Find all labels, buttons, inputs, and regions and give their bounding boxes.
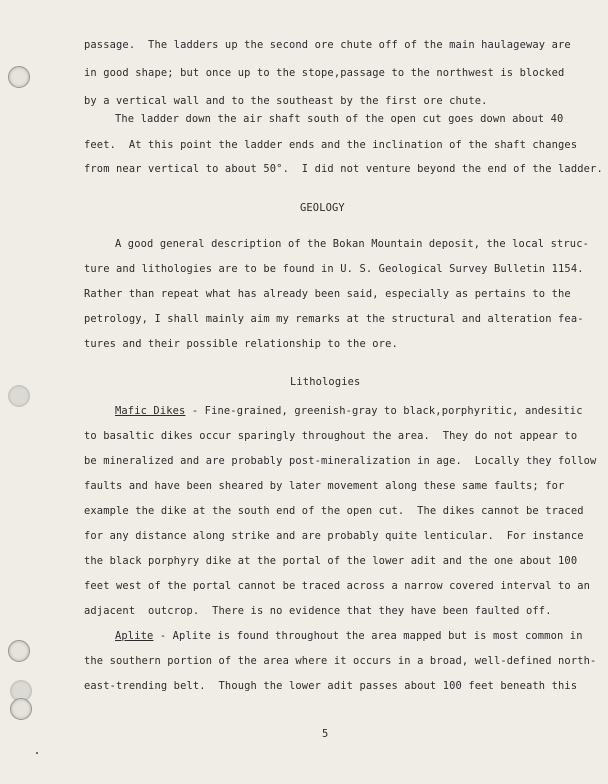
- text-line: ture and lithologies are to be found in U. S. Geological Survey Bulletin 1154.: [84, 263, 584, 275]
- section-heading-lithologies: Lithologies: [290, 376, 361, 388]
- text-line: by a vertical wall and to the southeast by the first ore chute.: [84, 95, 488, 107]
- paper-speck: [36, 752, 38, 754]
- text-line: example the dike at the south end of the open cut. The dikes cannot be traced: [84, 505, 584, 517]
- text-line: the southern portion of the area where it occurs in a broad, well-defined north-: [84, 655, 597, 667]
- text-line: feet west of the portal cannot be traced across a narrow covered interval to an: [84, 580, 591, 592]
- binder-hole-top: [8, 66, 30, 88]
- text-line: the black porphyry dike at the portal of the lower adit and the one about 100: [84, 555, 578, 567]
- text-line: in good shape; but once up to the stope,passage to the northwest is blocked: [84, 67, 565, 79]
- text-line: feet. At this point the ladder ends and the inclination of the shaft changes: [84, 139, 578, 151]
- text-line: adjacent outcrop. There is no evidence that they have been faulted off.: [84, 605, 552, 617]
- text-line: to basaltic dikes occur sparingly throughout the area. They do not appear to: [84, 430, 578, 442]
- text-line: tures and their possible relationship to the ore.: [84, 338, 398, 350]
- subheading-mafic-dikes: Mafic Dikes: [115, 405, 186, 417]
- text-line: [115, 630, 583, 643]
- text-line: for any distance along strike and are probably quite lenticular. For instance: [84, 530, 584, 542]
- text-line: The ladder down the air shaft south of the open cut goes down about 40: [115, 113, 564, 125]
- section-heading-geology: GEOLOGY: [300, 202, 345, 214]
- text-fragment: - Fine-grained, greenish-gray to black,porphyritic, andesitic: [185, 405, 583, 417]
- binder-hole-bottom-torn: [10, 698, 32, 720]
- text-line: from near vertical to about 50°. I did not venture beyond the end of the ladder.: [84, 163, 603, 175]
- text-line: faults and have been sheared by later movement along these same faults; for: [84, 480, 565, 492]
- page-number: 5: [322, 728, 329, 740]
- binder-hole-middle: [8, 385, 30, 407]
- text-line: east-trending belt. Though the lower adit passes about 100 feet beneath this: [84, 680, 578, 692]
- text-line: be mineralized and are probably post-mineralization in age. Locally they follow: [84, 455, 597, 467]
- text-line: Rather than repeat what has already been said, especially as pertains to the: [84, 288, 571, 300]
- text-line: passage. The ladders up the second ore chute off of the main haulageway are: [84, 39, 571, 51]
- subheading-aplite: Aplite: [115, 630, 154, 642]
- text-fragment: - Aplite is found throughout the area mapped but is most common in: [153, 630, 583, 642]
- text-line: petrology, I shall mainly aim my remarks at the structural and alteration fea-: [84, 313, 584, 325]
- text-line: A good general description of the Bokan Mountain deposit, the local struc-: [115, 238, 590, 250]
- text-line: [115, 405, 583, 418]
- binder-hole-lower: [8, 640, 30, 662]
